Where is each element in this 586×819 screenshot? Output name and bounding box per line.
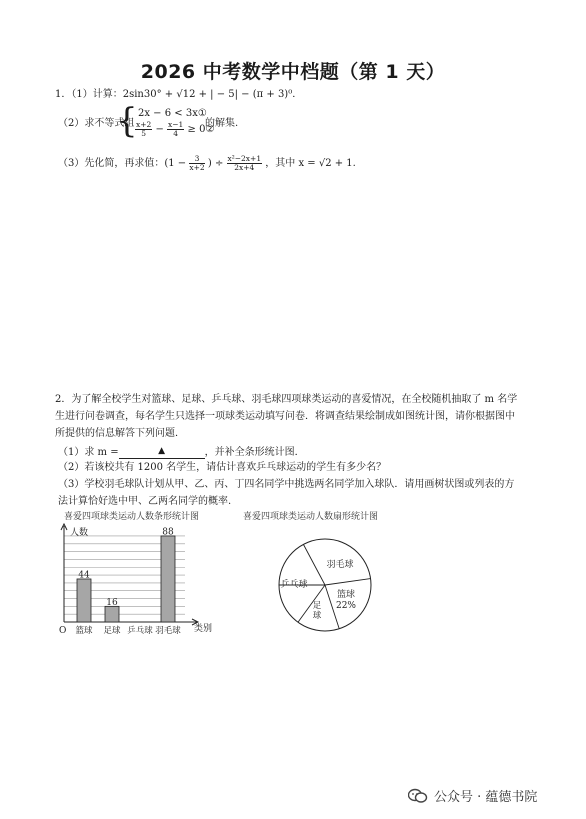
watermark-text: 公众号 · 蕴德书院 [434,790,538,805]
q2-sub1: （1）求 m = ▲ ，并补全条形统计图． [58,446,305,458]
pie-slice-label: 球 [312,611,322,621]
q2-sub3-line1: （3）学校羽毛球队计划从甲、乙、丙、丁四名同学中挑选两名同学加入球队．请用画树状图或列表的方 [58,479,515,490]
wechat-icon [408,788,428,804]
x-tick-label: 篮球 [75,626,93,636]
x-tick-label: 足球 [103,626,121,636]
bar-0 [77,579,91,622]
x-tick-label: 羽毛球 [155,626,181,636]
q2-sub3-line2: 法计算恰好选中甲、乙两名同学的概率. [58,496,232,507]
system-brace: { [116,101,138,141]
fraction: $\frac{3}{x+2}$ [189,154,205,172]
pie-slice-percent: 22% [335,601,357,611]
q1-part2-suffix: 的解集. [205,118,239,129]
fraction: $\frac{x+2}{5}$ [136,120,152,138]
q1-part1 [55,88,302,101]
q1-part1-expr: 2sin30° + √12 + | − 5| − (π + 3)⁰． [122,89,303,100]
q2-line2: 生进行问卷调查，每名学生只选择一项球类运动填写问卷．将调查结果绘制成如图统计图，请你根据图中 [55,411,515,422]
pie-chart-title: 喜爱四项球类运动人数扇形统计图 [243,512,379,522]
bar-chart-title: 喜爱四项球类运动人数条形统计图 [64,512,200,522]
watermark [408,786,537,805]
q1-part2-ineq2: $\frac{x+2}{5}$ − $\frac{x-1}{4}$ ≥ 0② [136,120,215,138]
origin-label: O [59,626,67,636]
x-tick-label: 乒乓球 [127,626,153,636]
pie-slice-label: 羽毛球 [326,560,354,570]
bar-data-label: 88 [162,527,174,538]
pie-slice-label: 篮球 [336,590,356,600]
pie-slice-label: 乒乓球 [280,580,308,590]
fraction: $\frac{x-1}{4}$ [168,120,184,138]
page-title: 2026 中考数学中档题（第 1 天） [140,61,446,83]
q1-part1-label: 1．（1）计算： [55,89,123,100]
bar-data-label: 16 [106,597,118,608]
pie-slice-label: 足 [312,601,322,611]
q2-sub2: （2）若该校共有 1200 名学生，请估计喜欢乒乓球运动的学生有多少名？ [58,462,387,473]
fraction: $\frac{\text{x²−2x+1}}{2x+4}$ [227,154,262,172]
q1-part2-ineq1: 2x − 6 < 3x① [138,108,207,119]
q2-line1: 2．为了解全校学生对篮球、足球、乒乓球、羽毛球四项球类运动的喜爱情况，在全校随机抽取了 m 名学 [55,394,518,405]
bar-chart [50,522,235,640]
answer-blank[interactable]: ▲ [119,444,205,459]
q2-line3: 所提供的信息解答下列问题． [55,428,185,439]
q1-part2-label: （2）求不等式组 [58,118,135,129]
y-axis-label: 人数 [70,528,89,538]
bar-data-label: 44 [78,570,90,581]
bar-3 [161,536,175,622]
bar-1 [105,606,119,622]
pie-chart [270,530,380,640]
x-axis-label: 类别 [194,624,213,634]
q1-part3: （3）先化简，再求值：(1 − $\frac{3}{x+2}$ ) ÷ $\frac{\text{x²−2x+1}}{2x+4}$ ，其中 x = √2 + 1. [58,154,356,172]
